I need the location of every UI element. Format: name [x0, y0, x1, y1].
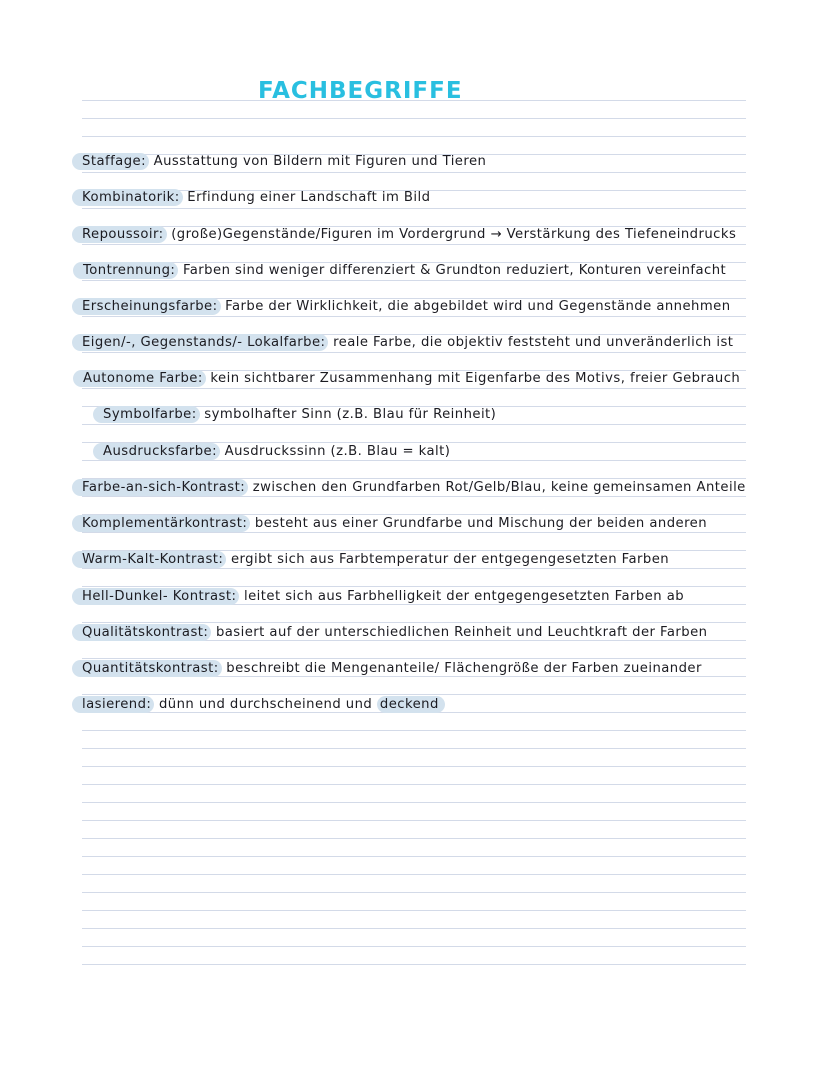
entry-definition: besteht aus einer Grundfarbe und Mischung der beiden anderen — [250, 516, 708, 531]
page-title: FACHBEGRIFFE — [258, 78, 463, 104]
entry-term: Repoussoir: — [72, 226, 167, 243]
entry-definition: leitet sich aus Farbhelligkeit der entgegengesetzten Farben ab — [239, 589, 685, 604]
glossary-entry — [82, 658, 702, 680]
glossary-entry — [83, 260, 726, 282]
entry-term: Erscheinungsfarbe: — [72, 298, 221, 315]
ruled-line — [82, 838, 746, 839]
entry-term: Tontrennung: — [73, 262, 178, 279]
entry-term: Qualitätskontrast: — [72, 624, 211, 641]
ruled-line — [82, 928, 746, 929]
glossary-entry — [82, 332, 733, 354]
ruled-line — [82, 802, 746, 803]
entry-term: Eigen/-, Gegenstands/- Lokalfarbe: — [72, 334, 328, 351]
ruled-line — [82, 766, 746, 767]
ruled-line — [82, 748, 746, 749]
entry-definition: Ausstattung von Bildern mit Figuren und Tieren — [148, 154, 487, 169]
entry-definition: kein sichtbarer Zusammenhang mit Eigenfarbe des Motivs, freier Gebrauch — [205, 371, 741, 386]
entry-term: Quantitätskontrast: — [72, 660, 222, 677]
ruled-line — [82, 856, 746, 857]
glossary-entry — [82, 151, 486, 173]
entry-term: Farbe-an-sich-Kontrast: — [72, 479, 248, 496]
glossary-entry — [83, 368, 740, 390]
glossary-entry — [82, 187, 430, 209]
entry-term: Hell-Dunkel- Kontrast: — [72, 588, 239, 605]
entry-term: lasierend: — [72, 696, 154, 713]
entry-term: Staffage: — [72, 153, 149, 170]
entry-definition: basiert auf der unterschiedlichen Reinheit und Leuchtkraft der Farben — [211, 625, 708, 640]
entry-definition: symbolhafter Sinn (z.B. Blau für Reinheit) — [199, 407, 497, 422]
ruled-line — [82, 910, 746, 911]
glossary-entry — [82, 549, 669, 571]
ruled-line — [82, 136, 746, 137]
entry-definition: Ausdruckssinn (z.B. Blau = kalt) — [219, 444, 451, 459]
glossary-entry — [82, 694, 445, 716]
entry-definition: Erfindung einer Landschaft im Bild — [182, 190, 431, 205]
entry-highlighted-word: deckend — [377, 696, 445, 713]
entry-term: Warm-Kalt-Kontrast: — [72, 551, 226, 568]
entry-definition: Farben sind weniger differenziert & Grundton reduziert, Konturen vereinfacht — [178, 263, 727, 278]
ruled-line — [82, 784, 746, 785]
entry-term: Autonome Farbe: — [73, 370, 206, 387]
glossary-entry — [82, 622, 707, 644]
entry-term: Ausdrucksfarbe: — [93, 443, 220, 460]
entry-definition: reale Farbe, die objektiv feststeht und unveränderlich ist — [328, 335, 734, 350]
entry-definition: Farbe der Wirklichkeit, die abgebildet wird und Gegenstände annehmen — [220, 299, 731, 314]
glossary-entry-sub — [103, 404, 496, 426]
ruled-line — [82, 118, 746, 119]
glossary-entry — [82, 477, 746, 499]
glossary-entry — [82, 586, 684, 608]
entry-definition: (große)Gegenstände/Figuren im Vordergrund → Verstärkung des Tiefeneindrucks — [166, 227, 737, 242]
glossary-entry — [82, 296, 731, 318]
ruled-line — [82, 820, 746, 821]
ruled-line — [82, 730, 746, 731]
glossary-entry — [82, 224, 736, 246]
entry-term: Symbolfarbe: — [93, 406, 200, 423]
entry-definition: dünn und durchscheinend und — [154, 697, 377, 712]
entry-term: Kombinatorik: — [72, 189, 183, 206]
glossary-entry-sub — [103, 441, 450, 463]
ruled-line — [82, 874, 746, 875]
glossary-entry — [82, 513, 707, 535]
ruled-line — [82, 892, 746, 893]
ruled-line — [82, 964, 746, 965]
entry-definition: beschreibt die Mengenanteile/ Flächengröße der Farben zueinander — [221, 661, 702, 676]
ruled-line — [82, 946, 746, 947]
entry-definition: ergibt sich aus Farbtemperatur der entgegengesetzten Farben — [226, 552, 670, 567]
entry-definition: zwischen den Grundfarben Rot/Gelb/Blau, keine gemeinsamen Anteile — [248, 480, 746, 495]
entry-term: Komplementärkontrast: — [72, 515, 250, 532]
